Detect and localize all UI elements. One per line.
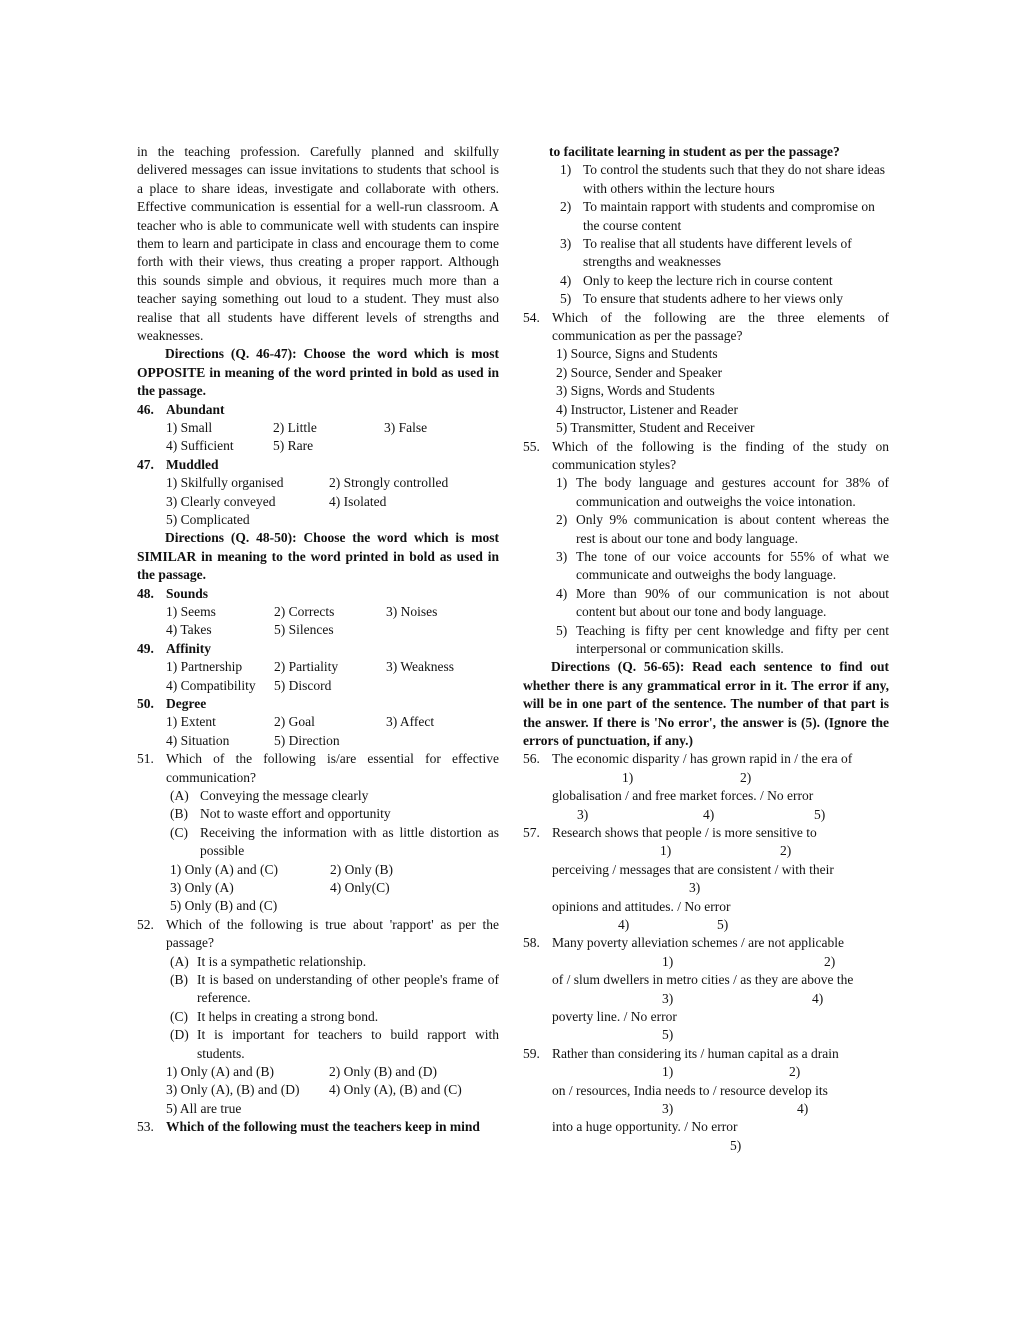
option-number: 3): [560, 236, 572, 252]
statement-label: (C): [170, 824, 188, 840]
part-number: 4): [797, 1100, 809, 1116]
statement-d: [170, 1026, 499, 1063]
option-3[interactable]: [560, 235, 889, 272]
part-number: 1): [660, 843, 672, 859]
option-4[interactable]: 4) Compatibility: [166, 677, 256, 693]
option-text: Teaching is fifty per cent knowledge and fifty per cent interpersonal or communication skills.: [576, 622, 889, 656]
question-46: [137, 401, 499, 419]
part-number: 5): [730, 1137, 742, 1153]
part-number: 4): [703, 806, 715, 822]
option-5[interactable]: 5) Complicated: [166, 512, 250, 528]
option-text: To maintain rapport with students and compromise on the course content: [583, 199, 875, 233]
option-3[interactable]: [556, 548, 889, 585]
option-2[interactable]: [560, 198, 889, 235]
option-text: To control the students such that they do not share ideas with others within the lecture hours: [583, 162, 885, 196]
option-3[interactable]: 3) Noises: [386, 604, 438, 620]
sentence-line: into a huge opportunity. / No error: [552, 1119, 738, 1135]
question-53-continued: [527, 143, 889, 309]
options-row: [170, 879, 499, 897]
directions-lead: Directions (Q. 46-47):: [165, 346, 297, 362]
option-5[interactable]: 5) All are true: [166, 1100, 242, 1116]
statement-text: It helps in creating a strong bond.: [197, 1008, 379, 1024]
question-57: [523, 824, 889, 934]
option-1[interactable]: 1) Skilfully organised: [166, 475, 284, 491]
statement-label: (B): [170, 972, 188, 988]
part-number: 1): [662, 1064, 674, 1080]
option-2[interactable]: [556, 511, 889, 548]
part-number: 4): [812, 990, 824, 1006]
question-word: Affinity: [166, 640, 211, 656]
question-51: [137, 750, 499, 916]
question-text: Which of the following must the teachers keep in mind: [166, 1119, 480, 1135]
sentence-line: perceiving / messages that are consistent / with their: [552, 861, 834, 877]
option-3[interactable]: 3) Signs, Words and Students: [556, 383, 715, 399]
question-number: 50.: [137, 696, 154, 712]
directions-lead: Directions (Q. 56-65):: [551, 659, 685, 675]
statement-text: It is important for teachers to build rapport with students.: [197, 1027, 499, 1061]
option-3[interactable]: 3) Weakness: [386, 659, 455, 675]
part-numbers: [552, 916, 889, 934]
part-numbers: [552, 1063, 889, 1081]
option-4[interactable]: 4) Instructor, Listener and Reader: [556, 401, 739, 417]
option-1[interactable]: 1) Small: [166, 420, 213, 436]
part-number: 3): [689, 880, 701, 896]
option-number: 1): [560, 162, 572, 178]
option-1[interactable]: 1) Seems: [166, 604, 216, 620]
question-53: [137, 1118, 499, 1136]
part-number: 2): [740, 769, 752, 785]
statement-c: [170, 824, 499, 861]
question-number: 57.: [523, 825, 540, 840]
option-5[interactable]: [560, 290, 889, 308]
option-1[interactable]: 1) Only (A) and (B): [166, 1064, 274, 1080]
part-number: 1): [662, 953, 674, 969]
option-4[interactable]: [556, 585, 889, 622]
options-row: [166, 437, 499, 455]
options-row: [170, 897, 499, 915]
option-2[interactable]: 2) Corrects: [274, 604, 335, 620]
options-row: [170, 861, 499, 879]
option-number: 4): [556, 585, 568, 601]
passage-text: in the teaching profession. Carefully planned and skilfully delivered messages can issue invitations to students that school is a place to share ideas, investigate and collaborate with others. Effective communication is essential for a well-run classroom. A teacher who is able to communicate well with students can inspire them to learn and participate in class and encourage them to come forth with their views, thus creating a proper rapport. Although this sounds simple and obvious, it requires much more than a teacher saying something out loud to a student. They must also realise that all students have different levels of strengths and weaknesses.: [137, 144, 499, 344]
statement-b: [170, 805, 499, 823]
option-4[interactable]: 4) Only (A), (B) and (C): [329, 1082, 462, 1098]
part-numbers: [552, 879, 889, 897]
option-2[interactable]: 2) Little: [273, 420, 317, 436]
option-4[interactable]: 4) Only(C): [330, 880, 390, 896]
question-56: [523, 750, 889, 824]
directions-48-50: [137, 529, 499, 584]
statement-text: It is based on understanding of other people's frame of reference.: [197, 972, 499, 1006]
statement-label: (A): [170, 788, 189, 804]
option-text: To realise that all students have different levels of strengths and weaknesses: [583, 236, 852, 270]
sentence-line: poverty line. / No error: [552, 1008, 677, 1024]
option-number: 4): [560, 272, 572, 288]
options-row: [166, 732, 499, 750]
option-2[interactable]: 2) Partiality: [274, 659, 339, 675]
options-row: [166, 1100, 499, 1118]
part-numbers: [552, 769, 889, 787]
question-54: [523, 309, 889, 438]
part-numbers: [552, 842, 889, 860]
option-2[interactable]: 2) Only (B): [330, 861, 393, 877]
option-text: Only to keep the lecture rich in course content: [583, 272, 833, 288]
question-number: 55.: [523, 438, 540, 454]
question-48: [137, 585, 499, 603]
part-number: 2): [824, 953, 836, 969]
right-column: [523, 143, 889, 1155]
part-numbers: [552, 806, 889, 824]
question-word: Abundant: [166, 401, 225, 417]
part-numbers: [552, 990, 889, 1008]
option-text: To ensure that students adhere to her views only: [583, 291, 843, 307]
options-row: [166, 474, 499, 492]
statement-b: [170, 971, 499, 1008]
directions-46-47: [137, 345, 499, 400]
option-1[interactable]: 1) Extent: [166, 714, 216, 730]
part-number: 2): [789, 1064, 801, 1080]
option-text: The body language and gestures account for 38% of communication and outweighs the voice intonation.: [576, 475, 889, 509]
question-text: Which of the following is the finding of the study on communication styles?: [552, 438, 889, 472]
options-row: [166, 713, 499, 731]
part-numbers: [552, 1026, 889, 1044]
question-number: 53.: [137, 1119, 154, 1135]
options-row: [166, 493, 499, 511]
option-number: 3): [556, 548, 568, 564]
option-number: 2): [556, 512, 568, 528]
directions-text: Choose the word which is most SIMILAR in meaning to the word printed in bold as used in the passage.: [137, 530, 499, 583]
question-52: [137, 916, 499, 1118]
part-number: 5): [814, 806, 826, 822]
option-4[interactable]: [560, 272, 889, 290]
question-58: [523, 934, 889, 1044]
statement-a: [170, 953, 499, 971]
option-number: 5): [556, 622, 568, 638]
option-3[interactable]: 3) Only (A): [170, 880, 234, 896]
option-3[interactable]: 3) Affect: [386, 714, 435, 730]
question-number: 52.: [137, 916, 154, 932]
directions-56-65: [523, 658, 889, 750]
directions-lead: Directions (Q. 48-50):: [165, 530, 297, 546]
option-4[interactable]: 4) Sufficient: [166, 438, 234, 454]
part-number: 5): [717, 917, 729, 932]
sentence-line: opinions and attitudes. / No error: [552, 898, 731, 914]
question-text: Which of the following are the three elements of communication as per the passage?: [552, 309, 889, 344]
statement-c: [170, 1008, 499, 1026]
option-5[interactable]: 5) Transmitter, Student and Receiver: [556, 420, 755, 436]
options-row: [166, 621, 499, 639]
statement-label: (C): [170, 1008, 188, 1024]
question-number: 54.: [523, 309, 540, 325]
sentence-line: The economic disparity / has grown rapid in / the era of: [552, 751, 853, 767]
option-2[interactable]: 2) Strongly controlled: [329, 475, 449, 491]
question-number: 49.: [137, 640, 154, 656]
option-1[interactable]: 1) Source, Signs and Students: [556, 346, 718, 362]
question-word: Muddled: [166, 456, 219, 472]
directions-text: Read each sentence to find out whether there is any grammatical error in it. The error if any, will be in one part of the sentence. The number of that part is the answer. If there is 'No error', the answer is (5). (Ignore the errors of punctuation, if any.): [523, 659, 889, 748]
part-number: 1): [622, 769, 634, 785]
option-3[interactable]: 3) Clearly conveyed: [166, 493, 276, 509]
sentence-line: Research shows that people / is more sensitive to: [552, 825, 817, 840]
option-2[interactable]: 2) Goal: [274, 714, 315, 730]
part-number: 2): [780, 843, 792, 859]
sentence-line: Many poverty alleviation schemes / are not applicable: [552, 935, 845, 951]
question-50: [137, 695, 499, 713]
option-2[interactable]: 2) Source, Sender and Speaker: [556, 364, 723, 380]
sentence-line: Rather than considering its / human capital as a drain: [552, 1045, 839, 1061]
part-number: 5): [662, 1027, 674, 1043]
option-5[interactable]: [556, 622, 889, 659]
statement-text: It is a sympathetic relationship.: [197, 953, 367, 969]
question-49: [137, 640, 499, 658]
part-number: 3): [662, 1100, 674, 1116]
question-word: Degree: [166, 696, 207, 712]
option-5[interactable]: 5) Direction: [274, 732, 340, 748]
option-number: 1): [556, 475, 568, 491]
options-row: [166, 1063, 499, 1081]
statement-text: Receiving the information with as little distortion as possible: [200, 824, 499, 859]
option-4[interactable]: 4) Isolated: [329, 493, 387, 509]
statement-text: Not to waste effort and opportunity: [200, 806, 391, 822]
statement-label: (D): [170, 1027, 189, 1043]
option-3[interactable]: 3) Only (A), (B) and (D): [166, 1082, 300, 1098]
question-number: 46.: [137, 401, 154, 417]
part-numbers: [552, 1137, 889, 1155]
options-row: [166, 1081, 499, 1099]
question-word: Sounds: [166, 585, 209, 601]
option-5[interactable]: 5) Discord: [274, 677, 332, 693]
options-row: [166, 677, 499, 695]
part-number: 3): [662, 990, 674, 1006]
sentence-line: globalisation / and free market forces. / No error: [552, 788, 814, 804]
part-numbers: [552, 1100, 889, 1118]
question-text: to facilitate learning in student as per the passage?: [549, 144, 840, 159]
question-number: 47.: [137, 456, 154, 472]
question-number: 51.: [137, 751, 154, 767]
option-1[interactable]: 1) Only (A) and (C): [170, 861, 278, 877]
statement-label: (A): [170, 953, 189, 969]
question-number: 58.: [523, 935, 540, 951]
option-2[interactable]: 2) Only (B) and (D): [329, 1064, 437, 1080]
question-number: 56.: [523, 751, 540, 767]
option-4[interactable]: 4) Situation: [166, 732, 230, 748]
option-3[interactable]: 3) False: [384, 420, 428, 436]
option-4[interactable]: 4) Takes: [166, 622, 212, 638]
sentence-line: of / slum dwellers in metro cities / as they are above the: [552, 972, 854, 988]
option-5[interactable]: 5) Only (B) and (C): [170, 898, 278, 914]
option-text: The tone of our voice accounts for 55% of what we communicate and outweighs the body language.: [576, 548, 889, 583]
sentence-line: on / resources, India needs to / resource develop its: [552, 1082, 828, 1098]
statement-a: [170, 787, 499, 805]
statement-label: (B): [170, 806, 188, 822]
option-5[interactable]: 5) Silences: [274, 622, 334, 638]
option-1[interactable]: 1) Partnership: [166, 659, 243, 675]
option-text: More than 90% of our communication is not about content but about our tone and body language.: [576, 585, 889, 620]
statement-text: Conveying the message clearly: [200, 788, 369, 804]
question-text: Which of the following is true about 'rapport' as per the passage?: [166, 916, 499, 951]
directions-text: Choose the word which is most OPPOSITE in meaning of the word printed in bold as used in the passage.: [137, 346, 499, 399]
part-numbers: [552, 953, 889, 971]
option-1[interactable]: [556, 474, 889, 511]
option-number: 5): [560, 291, 572, 307]
question-55: [523, 438, 889, 659]
part-number: 3): [577, 806, 589, 822]
left-column: [137, 143, 499, 1137]
option-1[interactable]: [560, 161, 889, 198]
options-row: [166, 511, 499, 529]
question-47: [137, 456, 499, 474]
question-number: 48.: [137, 585, 154, 601]
option-5[interactable]: 5) Rare: [273, 438, 314, 454]
question-59: [523, 1045, 889, 1155]
options-row: [166, 419, 499, 437]
part-number: 4): [618, 917, 630, 932]
options-row: [166, 658, 499, 676]
option-number: 2): [560, 199, 572, 215]
question-text: Which of the following is/are essential for effective communication?: [166, 751, 499, 785]
option-text: Only 9% communication is about content whereas the rest is about our tone and body language.: [576, 512, 889, 546]
question-number: 59.: [523, 1045, 540, 1061]
options-row: [166, 603, 499, 621]
